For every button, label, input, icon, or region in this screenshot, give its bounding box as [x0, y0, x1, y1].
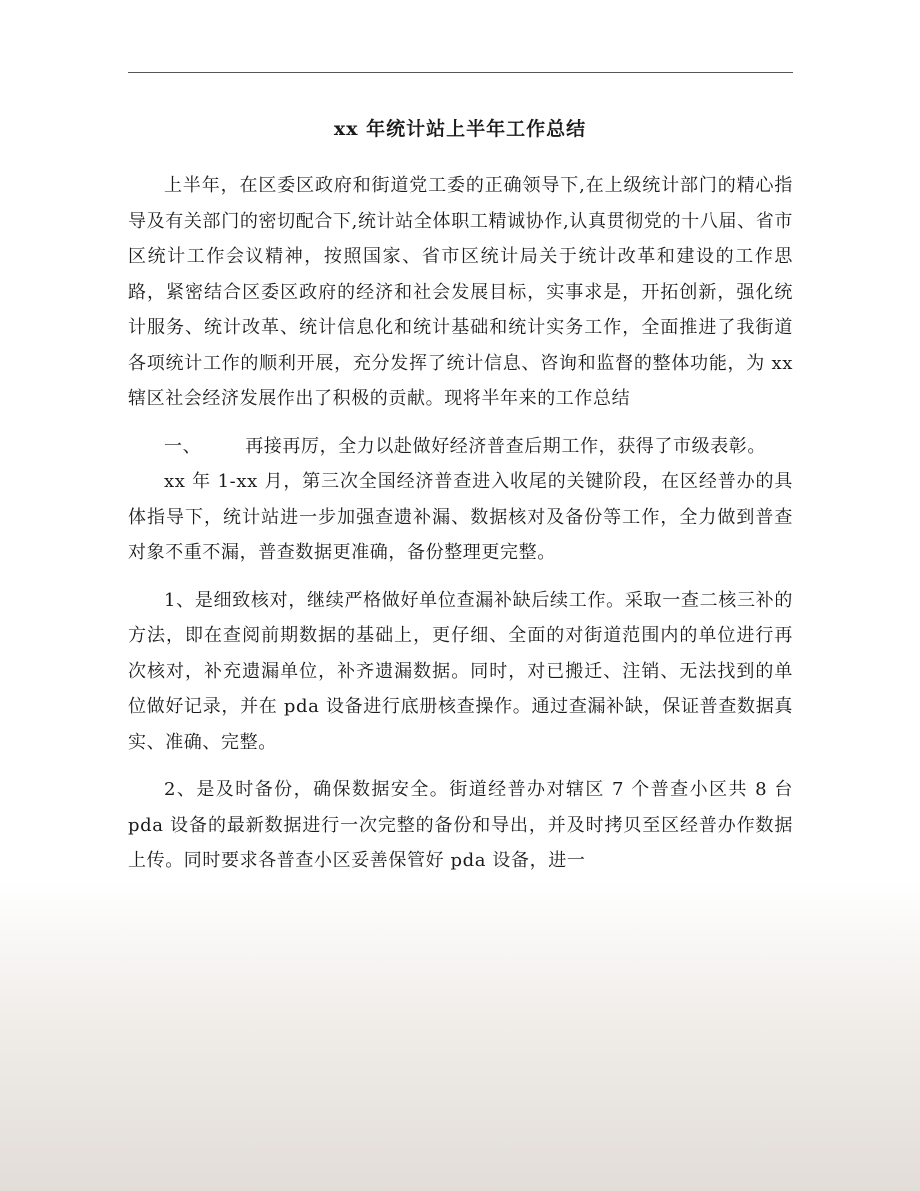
body-paragraph-3: 1、是细致核对，继续严格做好单位查漏补缺后续工作。采取一查二核三补的方法，即在查阅前期数据的基础上，更仔细、全面的对街道范围内的单位进行再次核对，补充遗漏单位，补齐遗漏数据。同时，对已搬迁、注销、无法找到的单位做好记录，并在 pda 设备进行底册核查操作。通过查漏补缺，保证普查数据真实、准确、完整。 [128, 589, 793, 753]
section-number: 一、 [164, 435, 202, 457]
header-rule [128, 72, 793, 73]
body-paragraph-4: 2、是及时备份，确保数据安全。街道经普办对辖区 7 个普查小区共 8 台 pda 设备的最新数据进行一次完整的备份和导出，并及时拷贝至区经普办作数据上传。同时要求各普查小区妥善保管好 pda 设备，进一 [128, 779, 793, 871]
body-paragraph-2: xx 年 1-xx 月，第三次全国经济普查进入收尾的关键阶段，在区经普办的具体指导下，统计站进一步加强查遗补漏、数据核对及备份等工作，全力做到普查对象不重不漏，普查数据更准确，备份整理更完整。 [128, 471, 793, 563]
intro-paragraph: 上半年，在区委区政府和街道党工委的正确领导下,在上级统计部门的精心指导及有关部门的密切配合下,统计站全体职工精诚协作,认真贯彻党的十八届、省市区统计工作会议精神，按照国家、省市区统计局关于统计改革和建设的工作思路，紧密结合区委区政府的经济和社会发展目标，实事求是，开拓创新，强化统计服务、统计改革、统计信息化和统计基础和统计实务工作，全面推进了我街道各项统计工作的顺利开展，充分发挥了统计信息、咨询和监督的整体功能，为 xx 辖区社会经济发展作出了积极的贡献。现将半年来的工作总结 [128, 175, 793, 409]
section-heading-text: 再接再厉，全力以赴做好经济普查后期工作，获得了市级表彰。 [245, 435, 766, 457]
section-heading-1 [128, 429, 793, 465]
document-title: xx 年统计站上半年工作总结 [333, 118, 587, 140]
document-body [128, 168, 793, 879]
